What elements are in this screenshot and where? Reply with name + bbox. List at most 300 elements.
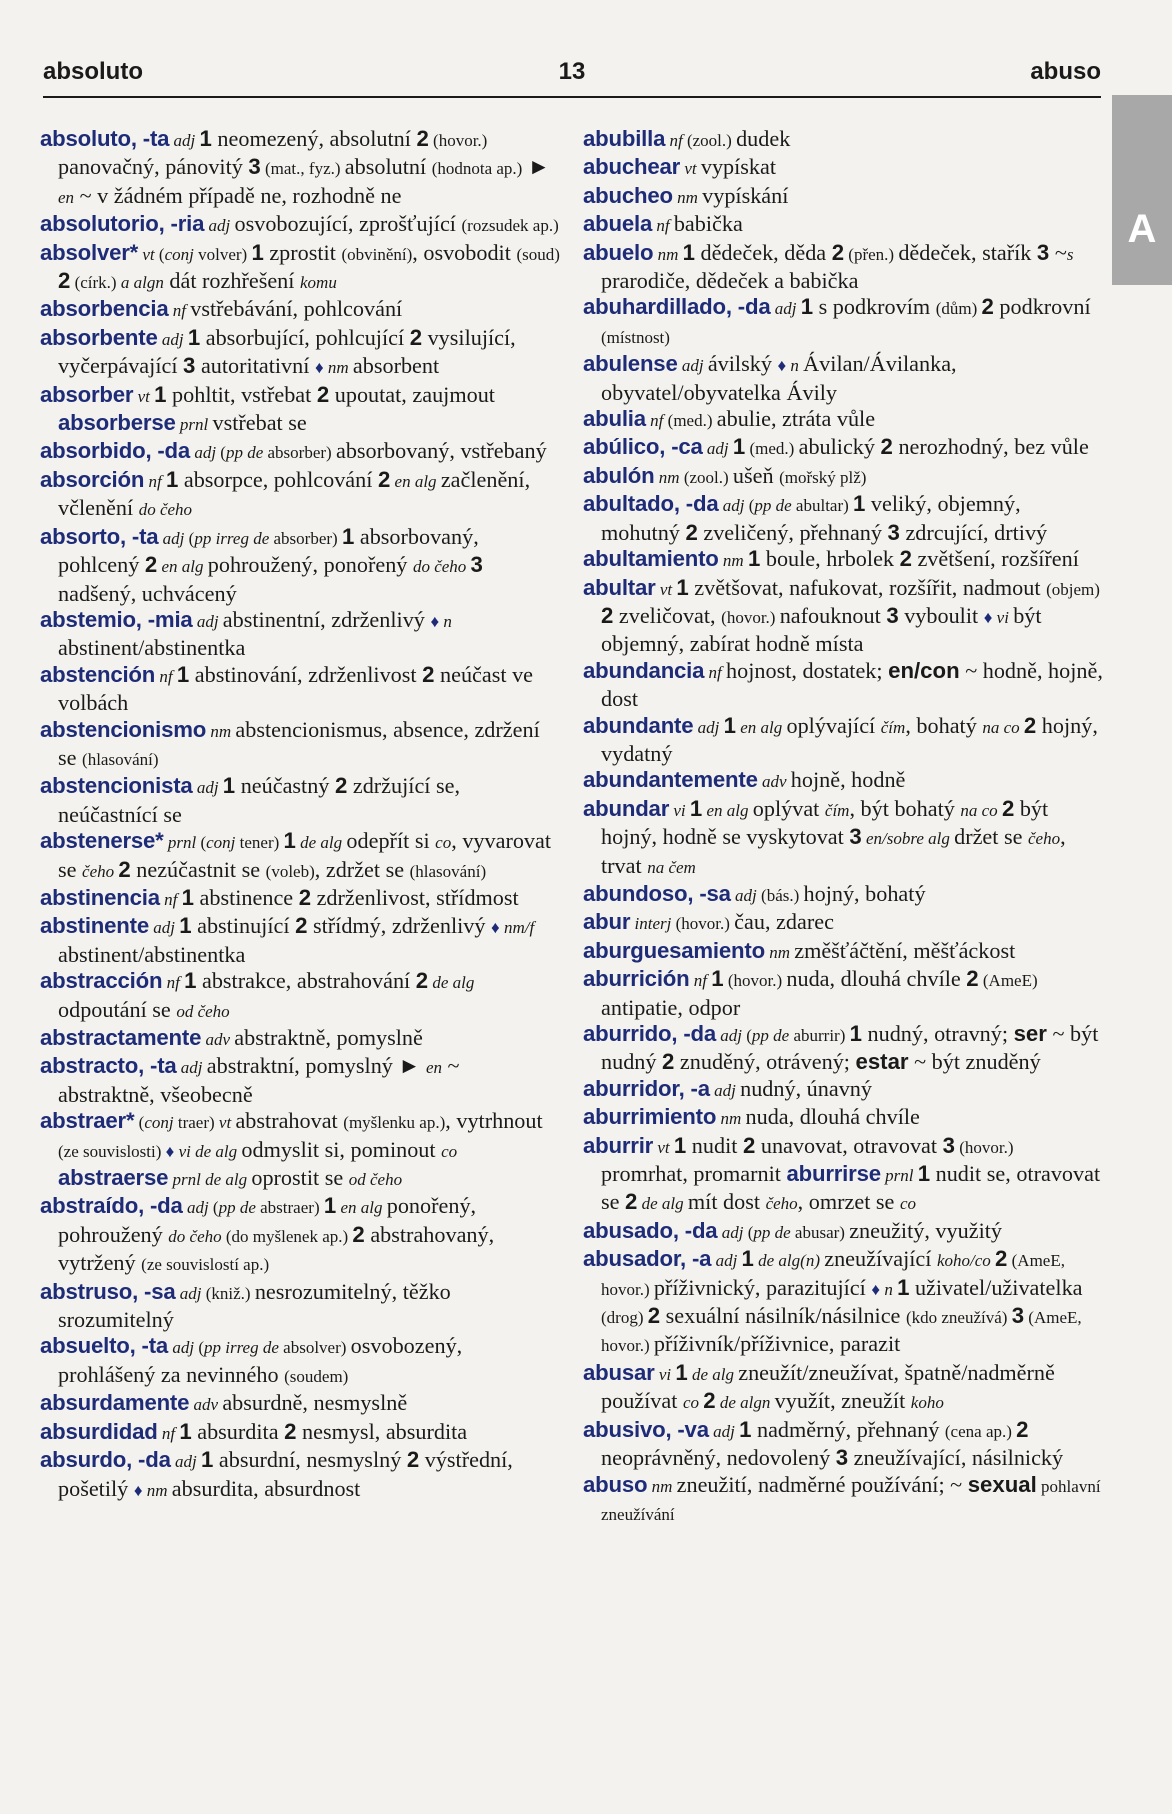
translation: s podkrovím [813, 294, 936, 320]
usage-note: abusar) [790, 1222, 850, 1242]
sense-number: 2 [1023, 712, 1037, 738]
grammar-label: nm [654, 467, 684, 487]
sense-number: 1 [673, 1132, 687, 1158]
grammar-label: od čeho [176, 1001, 230, 1021]
usage-note: (kdo zneužívá) [905, 1308, 1012, 1328]
translation: abstencionismus, absence, zdržení se [58, 716, 540, 770]
usage-note: ( [188, 528, 195, 548]
sense-number: 2 [1016, 1416, 1029, 1442]
translation: absurdní, nesmyslný [213, 1447, 407, 1473]
translation: zneužití, nadměrné používání; ~ [676, 1471, 968, 1497]
translation: vypískání [702, 182, 789, 208]
translation: , vytrhnout [445, 1108, 543, 1134]
dictionary-entry [583, 881, 1103, 909]
headword: absorbido, -da [40, 438, 191, 464]
grammar-label: adj [182, 1198, 213, 1218]
sense-number: 2 [409, 324, 423, 350]
dictionary-entry [583, 546, 1103, 574]
grammar-label: prnl de alg [168, 1170, 252, 1190]
translation: využít, zneužít [774, 1388, 911, 1414]
dictionary-entry [40, 885, 560, 913]
translation: abstinent/abstinentka [58, 635, 246, 661]
grammar-label: adj [730, 885, 762, 905]
translation: čau, zdarec [734, 909, 834, 935]
translation: absorbovaný, pohlcený [58, 523, 479, 578]
headword: abundantemente [583, 767, 758, 793]
usage-note: abstraer) [255, 1198, 324, 1218]
headword: abstracción [40, 968, 163, 994]
sense-number: 1 [682, 239, 695, 265]
diamond-marker: ♦ [777, 356, 787, 376]
sense-number: 1 [732, 434, 746, 460]
headword: abstenerse* [40, 828, 164, 854]
translation: neúčastný [235, 773, 335, 799]
dictionary-entry [583, 1218, 1103, 1246]
sense-number: 2 [415, 968, 429, 994]
translation: nuda, dlouhá chvíle [786, 966, 967, 992]
phrase-keyword: ser [1013, 1021, 1047, 1046]
usage-note: ( [200, 833, 207, 853]
grammar-label: nf [645, 411, 668, 431]
headword: absolutorio, -ria [40, 211, 205, 237]
sense-number: 2 [981, 294, 994, 320]
dictionary-entry [583, 1472, 1103, 1529]
grammar-label: adv [201, 1030, 235, 1049]
sense-number: 2 [662, 1049, 675, 1075]
dictionary-entry [583, 966, 1103, 1021]
sense-number: 1 [283, 828, 296, 854]
dictionary-entry [40, 126, 560, 211]
usage-note: (obvinění) [341, 244, 413, 264]
grammar-label: nf [155, 666, 177, 686]
grammar-label: en alg [390, 471, 441, 491]
translation: , vyvarovat se [58, 828, 552, 882]
usage-note: (hodnota ap.) [431, 159, 523, 179]
dictionary-entry [583, 1021, 1103, 1076]
headword: abur [583, 909, 631, 935]
translation: abstinence [193, 884, 299, 910]
sense-number: 2 [144, 552, 158, 578]
translation: zneužívající, násilnický [848, 1445, 1064, 1471]
translation: abstrahovaný, vytržený [58, 1221, 495, 1276]
usage-note: ( [198, 1338, 204, 1358]
headword: abstracto, -ta [40, 1053, 177, 1079]
sense-number: 2 [118, 856, 131, 882]
sense-number: 2 [647, 1303, 661, 1329]
translation: ~ hodně, hojně, dost [601, 657, 1103, 712]
grammar-label: nm [718, 551, 748, 571]
dictionary-entry [40, 325, 560, 382]
usage-note: (bás.) [761, 885, 804, 905]
headword: abstractamente [40, 1025, 202, 1050]
sense-number: 3 [183, 353, 196, 379]
translation: být hojný, hodně se vyskytovat [601, 795, 1049, 850]
translation: abulický [798, 434, 881, 460]
translation: neoprávněný, nedovolený [601, 1445, 836, 1471]
sense-number: 3 [886, 602, 899, 628]
headword: abulón [583, 462, 655, 488]
headword: abstención [40, 661, 156, 687]
translation: vstřebávání, pohlcování [190, 296, 403, 322]
usage-note: ( [212, 1198, 219, 1218]
translation: nudit se, otravovat se [601, 1161, 1101, 1215]
grammar-label: koho/co [936, 1251, 996, 1271]
dictionary-entry [40, 1025, 560, 1053]
sense-number: 1 [739, 1416, 752, 1442]
dictionary-entry [40, 607, 560, 662]
sense-number: 2 [625, 1189, 638, 1215]
usage-note: (dům) [935, 299, 982, 319]
grammar-label: nf [159, 889, 182, 909]
translation: podkrovní [993, 294, 1091, 320]
dictionary-entry [583, 183, 1103, 211]
diamond-marker: ♦ [491, 918, 500, 938]
grammar-label: adj [148, 918, 180, 938]
thumb-index-letter: A [1127, 207, 1157, 251]
translation: odepřít si [346, 828, 436, 854]
translation: abstinování, zdrženlivost [189, 661, 423, 687]
translation: boule, hrbolek [760, 546, 900, 572]
usage-note: (objem) [1046, 579, 1100, 599]
translation: nafouknout [779, 602, 887, 628]
translation: příživnický, parazitující [653, 1274, 872, 1300]
usage-note: absorber) [263, 443, 336, 463]
grammar-label: čím [880, 717, 906, 737]
sense-number: 2 [880, 434, 893, 460]
grammar-label: n [786, 356, 804, 376]
translation: vyboulit [898, 602, 984, 628]
usage-note: (soudem) [284, 1366, 349, 1386]
right-column [583, 126, 1103, 1776]
grammar-label: pp irreg de [203, 1338, 279, 1358]
grammar-label: adj [702, 439, 733, 459]
headword: abuela [583, 211, 653, 237]
translation: hojný, bohatý [803, 880, 926, 906]
grammar-label: čeho [765, 1194, 798, 1214]
translation: mít dost [687, 1189, 766, 1215]
translation: prarodiče, dědeček a babička [601, 268, 859, 294]
translation: začlenění, včlenění [58, 466, 531, 521]
usage-note: (drog) [601, 1308, 648, 1328]
grammar-label: en alg [336, 1198, 387, 1218]
grammar-label: en alg [702, 800, 753, 820]
translation: , bohatý [905, 712, 983, 738]
grammar-label: co [435, 833, 452, 853]
translation: zprostit [263, 239, 342, 265]
grammar-label: s [1066, 244, 1074, 264]
translation: nadměrný, přehnaný [751, 1416, 945, 1442]
grammar-label: adj [192, 611, 223, 631]
grammar-label: koho [910, 1393, 944, 1413]
translation: ~ abstraktně, všeobecně [58, 1053, 460, 1107]
headword: abulense [583, 351, 678, 377]
sense-number: 3 [470, 552, 483, 578]
sense-number: 1 [723, 712, 736, 738]
sense-number: 1 [676, 574, 689, 600]
translation: hojně, hodně [790, 767, 906, 793]
dictionary-entry [40, 1053, 560, 1108]
sense-number: 1 [184, 968, 197, 994]
diamond-marker: ♦ [133, 1480, 143, 1500]
grammar-label: adj [157, 329, 188, 349]
usage-note: tener) [235, 833, 284, 853]
grammar-label: nf [144, 471, 166, 491]
usage-note: (AmeE) [978, 971, 1038, 991]
translation: abstinentní, zdrženlivý [222, 606, 431, 632]
translation: pohltit, vstřebat [166, 381, 317, 407]
headword: abstraer* [40, 1108, 135, 1134]
grammar-label: co [899, 1194, 916, 1214]
dictionary-entry [40, 524, 560, 607]
translation: nudit [686, 1132, 743, 1158]
translation: výstřední, pošetilý [58, 1447, 513, 1501]
translation: absorpce, pohlcování [178, 466, 378, 492]
translation: nesmysl, absurdita [296, 1418, 468, 1444]
grammar-label: nm [142, 1480, 172, 1500]
headword: abstencionista [40, 773, 193, 799]
grammar-label: od čeho [348, 1170, 403, 1190]
headword: abuelo [583, 239, 654, 265]
usage-note: (ze souvislostí ap.) [141, 1255, 270, 1275]
grammar-label: adj [175, 1283, 206, 1303]
grammar-label: nm [672, 187, 703, 207]
translation: abstraktní, pomyslný ► [206, 1053, 426, 1079]
translation: střídmý, zdrženlivý [307, 913, 492, 939]
sense-number: 1 [341, 523, 355, 549]
grammar-label: nf [168, 301, 191, 321]
translation: absurdita, absurdnost [171, 1475, 361, 1501]
dictionary-entry [40, 1447, 560, 1504]
sense-number: 1 [849, 1021, 862, 1046]
headword: absorto, -ta [40, 523, 159, 549]
left-column [40, 126, 560, 1776]
grammar-label: adj [204, 216, 235, 236]
translation: hojnost, dostatek; [726, 657, 889, 683]
grammar-label: adj [711, 1251, 742, 1271]
sense-number: 2 [703, 1388, 716, 1414]
headword: absurdamente [40, 1390, 190, 1416]
translation: antipatie, odpor [601, 994, 741, 1020]
headword: absoluto, -ta [40, 126, 170, 151]
headword: abultamiento [583, 546, 719, 572]
dictionary-entry [583, 658, 1103, 713]
usage-note: (círk.) [70, 273, 121, 293]
sense-number: 2 [995, 1246, 1008, 1272]
usage-note: (místnost) [601, 327, 670, 347]
grammar-label: adj [716, 1026, 747, 1045]
usage-note: absolver) [278, 1338, 351, 1358]
grammar-label: adj [718, 496, 749, 516]
translation: babička [673, 211, 743, 237]
headword: abultar [583, 574, 656, 600]
diamond-marker: ♦ [165, 1141, 175, 1161]
translation: upoutat, zaujmout [329, 381, 495, 407]
translation: abstinent/abstinentka [58, 941, 246, 967]
diamond-marker: ♦ [983, 607, 993, 627]
translation: , trvat [601, 824, 1066, 878]
usage-note: (hovor.) [954, 1137, 1014, 1157]
sense-number: 2 [58, 268, 71, 294]
usage-note: (zool.) [683, 467, 733, 487]
usage-note: ( [748, 496, 755, 516]
grammar-label: en alg [735, 717, 787, 737]
grammar-label: vi [992, 607, 1014, 627]
translation: osvobozující, zprošťující [234, 211, 462, 237]
translation: zdrcující, drtivý [899, 519, 1048, 545]
usage-note: (hovor.) [723, 971, 787, 991]
grammar-label: adj [677, 356, 708, 376]
usage-note: (rozsudek ap.) [461, 216, 559, 236]
headword: absorber [40, 381, 134, 407]
grammar-label: de alg(n) [753, 1251, 825, 1271]
dictionary-entry [40, 296, 560, 324]
translation: zneužít/zneužívat, špatně/nadměrně používat [601, 1359, 1055, 1414]
sense-number: 2 [334, 773, 348, 799]
usage-note: absorber) [269, 528, 342, 548]
sense-number: 1 [222, 773, 236, 799]
headword: aburguesamiento [583, 937, 765, 963]
dictionary-entry [583, 1104, 1103, 1132]
grammar-label: adj [170, 1452, 201, 1472]
translation: autoritativní [195, 353, 315, 379]
grammar-label: conj [144, 1113, 174, 1133]
translation: , zdržet se [314, 856, 410, 882]
usage-note: (hlasování) [409, 861, 487, 881]
dictionary-entry [40, 828, 560, 885]
translation: dědeček, děda [694, 239, 832, 265]
translation: neúčast ve volbách [58, 661, 534, 716]
translation: abstrahovat [235, 1108, 344, 1134]
sense-number: 1 [179, 1418, 192, 1444]
grammar-label: pp de [218, 1198, 256, 1218]
grammar-label: conj [206, 833, 236, 853]
grammar-label: nm [206, 721, 236, 741]
dictionary-entry [583, 1360, 1103, 1417]
translation: příživník/příživnice, parazit [653, 1331, 901, 1357]
sense-number: 2 [422, 661, 435, 687]
translation: nadšený, uchvácený [58, 580, 237, 606]
headword: abstemio, -mia [40, 606, 193, 632]
translation: zvětšení, rozšíření [911, 546, 1079, 572]
usage-note: (hovor.) [428, 131, 488, 150]
translation: ~ v žádném případě ne, rozhodně ne [74, 182, 402, 208]
translation: promrhat, promarnit [601, 1161, 787, 1187]
sense-number: 1 [187, 324, 201, 350]
sense-number: 2 [966, 966, 979, 992]
sense-number: 1 [251, 239, 264, 265]
headword: absurdidad [40, 1418, 158, 1444]
grammar-label: vi de alg [174, 1141, 242, 1161]
dictionary-entry [40, 1419, 560, 1447]
dictionary-entry [583, 938, 1103, 966]
diamond-marker: ♦ [314, 358, 324, 378]
translation: nudný, únavný [740, 1075, 872, 1101]
translation: neomezený, absolutní [211, 126, 417, 151]
sense-number: 1 [917, 1161, 931, 1187]
headword: aburrirse [786, 1161, 881, 1187]
dictionary-entry [40, 1333, 560, 1390]
dictionary-entry [40, 662, 560, 717]
usage-note: (AmeE, hovor.) [601, 1308, 1082, 1356]
headword: absorbente [40, 324, 158, 350]
translation: abstraktně, pomyslně [234, 1025, 423, 1050]
headword: abulia [583, 406, 646, 432]
sense-number: 1 [176, 661, 190, 687]
grammar-label: en [58, 187, 75, 207]
headword: aburrición [583, 966, 690, 992]
grammar-label: de alg [687, 1364, 739, 1384]
usage-note: (cena ap.) [944, 1421, 1017, 1441]
grammar-label: pp irreg de [194, 528, 270, 548]
sense-number: 1 [200, 1447, 214, 1473]
sense-number: 2 [352, 1221, 365, 1247]
sense-number: 1 [747, 546, 761, 572]
grammar-label: interj [630, 914, 676, 934]
grammar-label: nf [162, 973, 185, 993]
usage-note: ( [746, 1026, 752, 1045]
dictionary-entry [583, 211, 1103, 239]
headword: abstinencia [40, 884, 160, 910]
dictionary-entry [40, 913, 560, 968]
grammar-label: čím [824, 800, 850, 820]
dictionary-entry [583, 434, 1103, 462]
headword: absorbencia [40, 296, 169, 322]
header-last-headword: abuso [1030, 58, 1101, 85]
headword: abubilla [583, 126, 666, 151]
translation: abulie, ztráta vůle [716, 406, 876, 432]
grammar-label: čeho [1028, 829, 1061, 849]
translation: být objemný, zabírat hodně místa [601, 602, 1042, 657]
header-first-headword: absoluto [43, 58, 143, 85]
sense-number: 2 [685, 519, 698, 545]
translation: nuda, dlouhá chvíle [745, 1104, 920, 1130]
grammar-label: adj [708, 1421, 740, 1441]
headword: abusador, -a [583, 1246, 712, 1272]
grammar-label: do čeho [168, 1226, 226, 1246]
dictionary-entry [583, 491, 1103, 546]
usage-note: (voleb) [265, 861, 315, 881]
sense-number: 2 [742, 1132, 756, 1158]
usage-note: (do myšlenek ap.) [225, 1226, 353, 1246]
grammar-label: vi [669, 800, 690, 820]
headword: abundoso, -sa [583, 880, 731, 906]
grammar-label: co [682, 1393, 704, 1413]
headword: aburridor, -a [583, 1075, 710, 1101]
headword: abundar [583, 795, 670, 821]
translation: Ávilan/Ávilanka, obyvatel/obyvatelka Ávily [601, 351, 957, 405]
phrase-keyword: en/con [888, 657, 960, 683]
sense-number: 1 [181, 884, 194, 910]
dictionary-entry [583, 1417, 1103, 1472]
grammar-label: do čeho [412, 557, 471, 577]
headword: abusado, -da [583, 1217, 718, 1243]
translation: panovačný, pánovitý [58, 154, 249, 180]
sense-number: 1 [179, 913, 192, 939]
grammar-label: nm/f [499, 918, 535, 938]
phrase-keyword: estar [855, 1049, 909, 1075]
translation: zdržující se, neúčastnící se [58, 773, 461, 827]
grammar-label: adj [770, 299, 801, 319]
translation: unavovat, otravovat [755, 1132, 943, 1158]
translation: vysilující, vyčerpávající [58, 324, 516, 379]
translation: zvětšovat, nafukovat, rozšířit, nadmout [688, 574, 1047, 600]
headword: abucheo [583, 182, 673, 208]
grammar-label: adj [709, 1080, 741, 1100]
headword: abstencionismo [40, 716, 207, 742]
usage-note: (přen.) [844, 244, 899, 264]
grammar-label: de algn [715, 1393, 775, 1413]
dictionary-entry [40, 382, 560, 439]
